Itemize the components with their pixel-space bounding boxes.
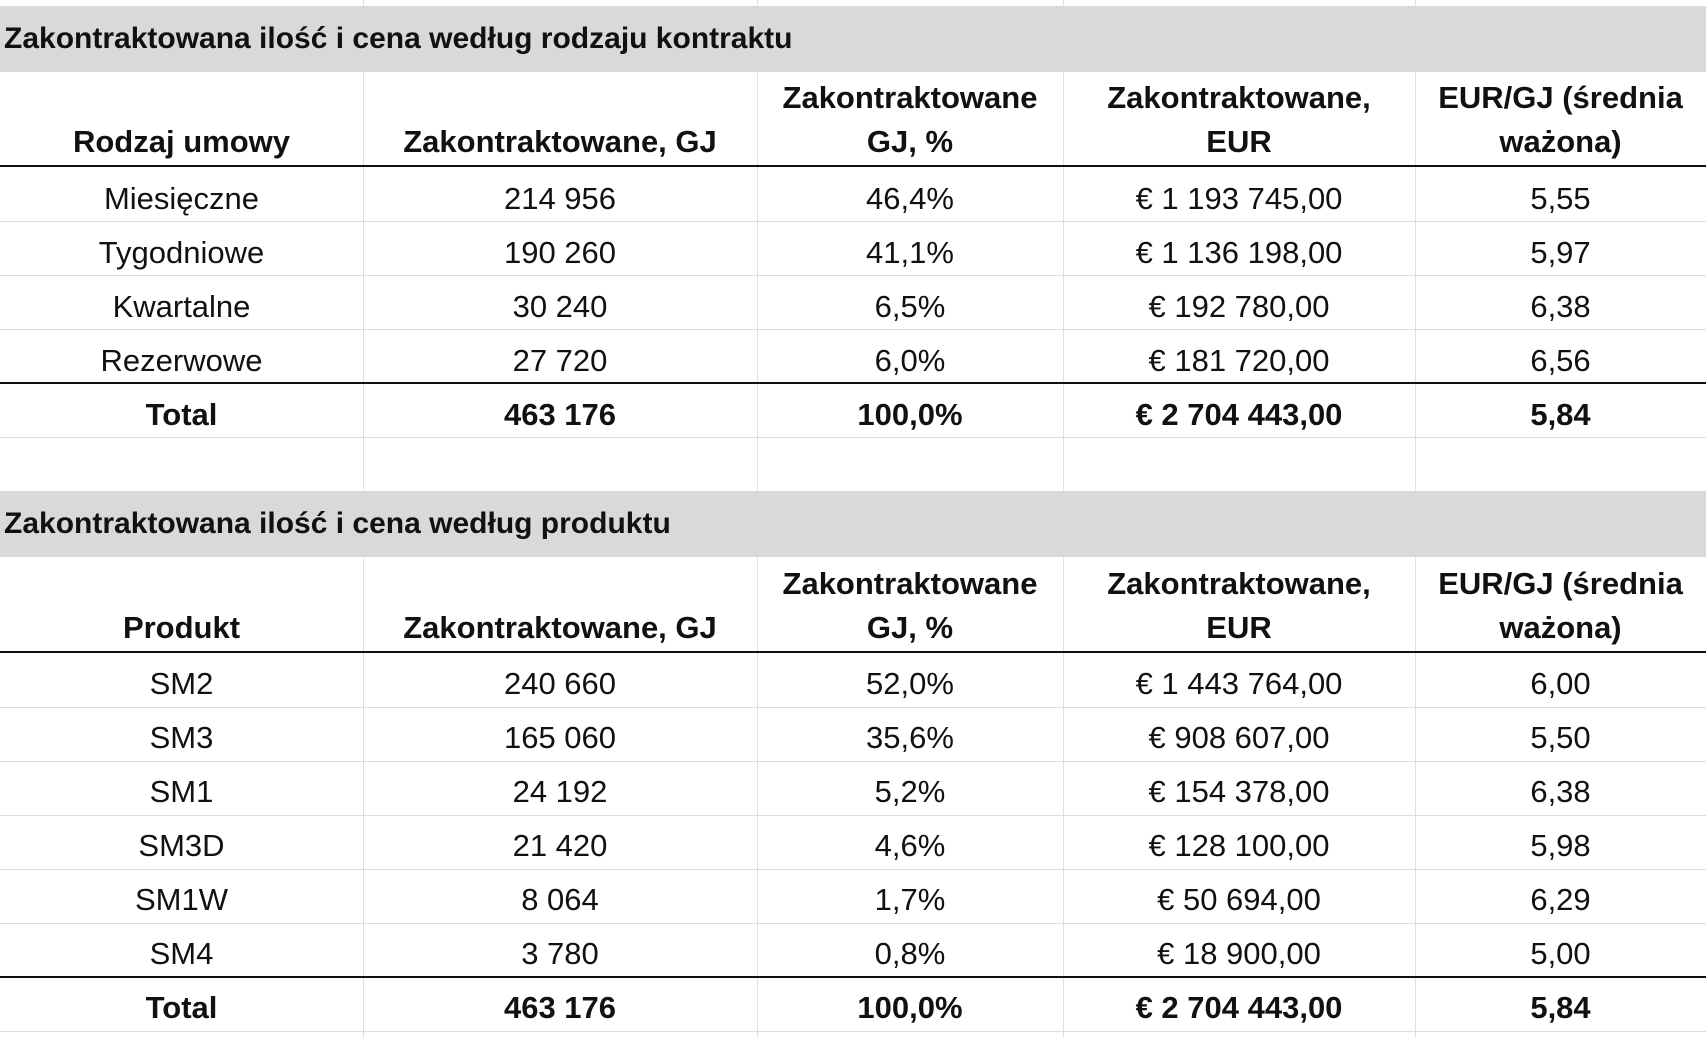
table-row xyxy=(0,873,1706,927)
row-divider xyxy=(0,923,1706,924)
section1-title: Zakontraktowana ilość i cena według rodzaju kontraktu xyxy=(4,22,793,55)
table-cell[interactable]: € 50 694,00 xyxy=(1157,882,1321,917)
table-cell[interactable]: 41,1% xyxy=(866,235,954,270)
total-cell[interactable]: Total xyxy=(145,397,218,432)
header-cell[interactable] xyxy=(363,72,757,166)
table-cell[interactable]: SM1 xyxy=(149,774,214,809)
header-label: Zakontraktowane, xyxy=(1107,566,1371,601)
table-cell[interactable]: 214 956 xyxy=(503,181,617,216)
total-cell[interactable]: 100,0% xyxy=(857,397,963,432)
table-cell[interactable]: Tygodniowe xyxy=(98,235,265,270)
row-divider xyxy=(0,275,1706,276)
table-cell[interactable]: € 908 607,00 xyxy=(1148,720,1330,755)
row-divider xyxy=(0,869,1706,870)
table-cell[interactable]: 30 240 xyxy=(512,289,608,324)
table-cell[interactable]: 52,0% xyxy=(866,666,954,701)
table-row xyxy=(0,765,1706,819)
header-cell[interactable] xyxy=(1063,72,1415,166)
table-cell[interactable]: 35,6% xyxy=(866,720,954,755)
table-row xyxy=(0,172,1706,226)
table-cell[interactable]: 0,8% xyxy=(874,936,946,971)
table-cell[interactable]: 5,00 xyxy=(1530,936,1591,971)
header-label: Zakontraktowane, xyxy=(1107,80,1371,115)
table-cell[interactable]: € 1 443 764,00 xyxy=(1135,666,1343,701)
header-label: Zakontraktowane xyxy=(782,80,1038,115)
table-cell[interactable]: 240 660 xyxy=(503,666,617,701)
table-cell[interactable]: 6,38 xyxy=(1530,774,1591,809)
total-cell[interactable]: 463 176 xyxy=(503,397,617,432)
table-row xyxy=(0,280,1706,334)
header-label: Zakontraktowane, GJ xyxy=(403,610,717,645)
table-cell[interactable]: Kwartalne xyxy=(112,289,251,324)
table-cell[interactable]: 6,29 xyxy=(1530,882,1591,917)
header-label: EUR/GJ (średnia xyxy=(1438,80,1683,115)
table-cell[interactable]: SM3 xyxy=(149,720,214,755)
table-cell[interactable]: € 154 378,00 xyxy=(1148,774,1330,809)
header-cell[interactable] xyxy=(363,557,757,652)
table-cell[interactable]: 24 192 xyxy=(512,774,608,809)
header-cell[interactable] xyxy=(757,557,1063,652)
header-cell[interactable] xyxy=(1415,72,1706,166)
total-cell[interactable]: 463 176 xyxy=(503,990,617,1025)
table-cell[interactable]: Miesięczne xyxy=(103,181,260,216)
header-label: EUR xyxy=(1206,610,1272,645)
total-row xyxy=(0,388,1706,442)
table-cell[interactable]: € 18 900,00 xyxy=(1157,936,1321,971)
table-cell[interactable]: SM4 xyxy=(149,936,214,971)
table-cell[interactable]: SM1W xyxy=(135,882,228,917)
table-cell[interactable]: € 128 100,00 xyxy=(1148,828,1330,863)
total-cell[interactable]: Total xyxy=(145,990,218,1025)
header-label: Zakontraktowane xyxy=(782,566,1038,601)
header-label: ważona) xyxy=(1499,124,1622,159)
header-rule xyxy=(0,165,1706,167)
table-cell[interactable]: 3 780 xyxy=(521,936,599,971)
header-rule xyxy=(0,651,1706,653)
total-cell[interactable]: 100,0% xyxy=(857,990,963,1025)
header-label: EUR xyxy=(1206,124,1272,159)
table-cell[interactable]: € 192 780,00 xyxy=(1148,289,1330,324)
row-divider xyxy=(0,1031,1706,1032)
section1-title-band xyxy=(0,6,1706,72)
header-cell[interactable] xyxy=(1415,557,1706,652)
table-cell[interactable]: 5,98 xyxy=(1530,828,1591,863)
section2-header-row xyxy=(0,557,1706,652)
header-label: Rodzaj umowy xyxy=(72,124,290,159)
table-cell[interactable]: € 1 193 745,00 xyxy=(1135,181,1343,216)
table-cell[interactable]: 5,50 xyxy=(1530,720,1591,755)
table-row xyxy=(0,711,1706,765)
table-row xyxy=(0,819,1706,873)
table-cell[interactable]: SM3D xyxy=(138,828,225,863)
header-cell[interactable] xyxy=(1063,557,1415,652)
table-row xyxy=(0,657,1706,711)
section2-title: Zakontraktowana ilość i cena według produktu xyxy=(4,507,671,540)
table-row xyxy=(0,334,1706,388)
table-cell[interactable]: € 1 136 198,00 xyxy=(1135,235,1343,270)
header-label: EUR/GJ (średnia xyxy=(1438,566,1683,601)
table-cell[interactable]: Rezerwowe xyxy=(100,343,263,378)
header-label: GJ, % xyxy=(866,610,954,645)
row-divider xyxy=(0,815,1706,816)
header-label: ważona) xyxy=(1499,610,1622,645)
total-rule xyxy=(0,382,1706,384)
header-label: GJ, % xyxy=(866,124,954,159)
total-rule xyxy=(0,976,1706,978)
header-cell[interactable] xyxy=(0,72,363,166)
total-cell[interactable]: 5,84 xyxy=(1530,397,1591,432)
header-label: Zakontraktowane, GJ xyxy=(403,124,717,159)
total-row xyxy=(0,981,1706,1035)
table-cell[interactable]: 5,55 xyxy=(1530,181,1591,216)
total-cell[interactable]: 5,84 xyxy=(1530,990,1591,1025)
table-cell[interactable]: 6,5% xyxy=(874,289,946,324)
table-cell[interactable]: 1,7% xyxy=(874,882,946,917)
total-cell[interactable]: € 2 704 443,00 xyxy=(1135,990,1343,1025)
table-cell[interactable]: 6,0% xyxy=(874,343,946,378)
row-divider xyxy=(0,761,1706,762)
table-cell[interactable]: 190 260 xyxy=(503,235,617,270)
section1-header-row xyxy=(0,72,1706,166)
table-row xyxy=(0,927,1706,981)
header-label: Produkt xyxy=(122,610,241,645)
row-divider xyxy=(0,437,1706,438)
table-cell[interactable]: 27 720 xyxy=(512,343,608,378)
table-cell[interactable]: SM2 xyxy=(149,666,214,701)
table-cell[interactable]: 5,97 xyxy=(1530,235,1591,270)
table-cell[interactable]: 5,2% xyxy=(874,774,946,809)
table-cell[interactable]: 6,56 xyxy=(1530,343,1591,378)
row-divider xyxy=(0,707,1706,708)
table-row xyxy=(0,226,1706,280)
header-cell[interactable] xyxy=(0,557,363,652)
table-cell[interactable]: 8 064 xyxy=(521,882,599,917)
table-cell[interactable]: 6,00 xyxy=(1530,666,1591,701)
table-cell[interactable]: 4,6% xyxy=(874,828,946,863)
table-cell[interactable]: 21 420 xyxy=(512,828,608,863)
section2-title-band xyxy=(0,491,1706,557)
table-cell[interactable]: 165 060 xyxy=(503,720,617,755)
total-cell[interactable]: € 2 704 443,00 xyxy=(1135,397,1343,432)
header-cell[interactable] xyxy=(757,72,1063,166)
row-divider xyxy=(0,329,1706,330)
table-cell[interactable]: 6,38 xyxy=(1530,289,1591,324)
row-divider xyxy=(0,221,1706,222)
table-cell[interactable]: 46,4% xyxy=(866,181,954,216)
table-cell[interactable]: € 181 720,00 xyxy=(1148,343,1330,378)
